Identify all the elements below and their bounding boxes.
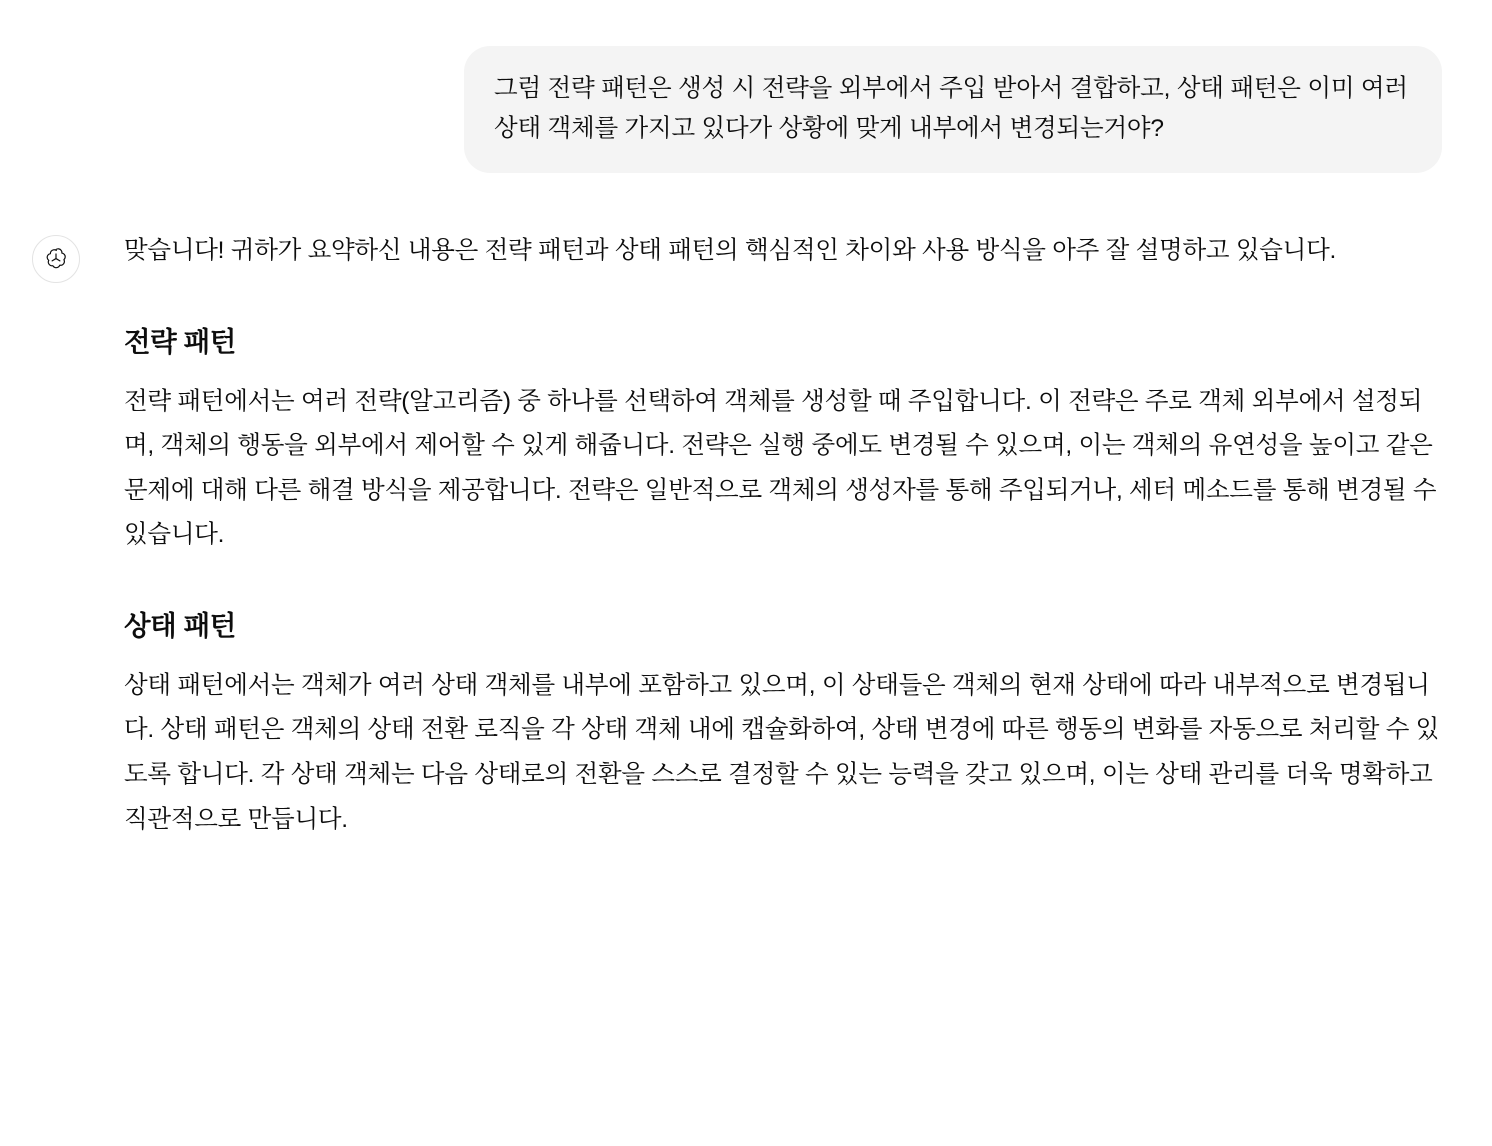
user-message-bubble[interactable]: 그럼 전략 패턴은 생성 시 전략을 외부에서 주입 받아서 결합하고, 상태 패턴은 이미 여러 상태 객체를 가지고 있다가 상황에 맞게 내부에서 변경되는거야? [464, 46, 1442, 173]
assistant-avatar [32, 235, 80, 283]
openai-logo-icon [43, 246, 69, 272]
section-body-state-pattern: 상태 패턴에서는 객체가 여러 상태 객체를 내부에 포함하고 있으며, 이 상태들은 객체의 현재 상태에 따라 내부적으로 변경됩니다. 상태 패턴은 객체의 상태 전환 로직을 각 상태 객체 내에 캡슐화하여, 상태 변경에 따른 행동의 변화를 자동으로 처리할 수 있도록 합니다. 각 상태 객체는 다음 상태로의 전환을 스스로 결정할 수 있는 능력을 갖고 있으며, 이는 상태 관리를 더욱 명확하고 직관적으로 만듭니다. [124, 671, 1440, 833]
assistant-message-body [80, 229, 1442, 842]
section-heading-strategy-pattern: 전략 패턴 [124, 325, 236, 357]
section-heading-state-pattern: 상태 패턴 [124, 610, 236, 642]
assistant-turn [0, 173, 1492, 842]
user-turn [0, 0, 1492, 173]
assistant-intro-paragraph: 맞습니다! 귀하가 요약하신 내용은 전략 패턴과 상태 패턴의 핵심적인 차이와 사용 방식을 아주 잘 설명하고 있습니다. [124, 237, 1337, 265]
section-body-strategy-pattern: 전략 패턴에서는 여러 전략(알고리즘) 중 하나를 선택하여 객체를 생성할 때 주입합니다. 이 전략은 주로 객체 외부에서 설정되며, 객체의 행동을 외부에서 제어할 수 있게 해줍니다. 전략은 실행 중에도 변경될 수 있으며, 이는 객체의 유연성을 높이고 같은 문제에 대해 다른 해결 방식을 제공합니다. 전략은 일반적으로 객체의 생성자를 통해 주입되거나, 세터 메소드를 통해 변경될 수 있습니다. [124, 387, 1437, 549]
